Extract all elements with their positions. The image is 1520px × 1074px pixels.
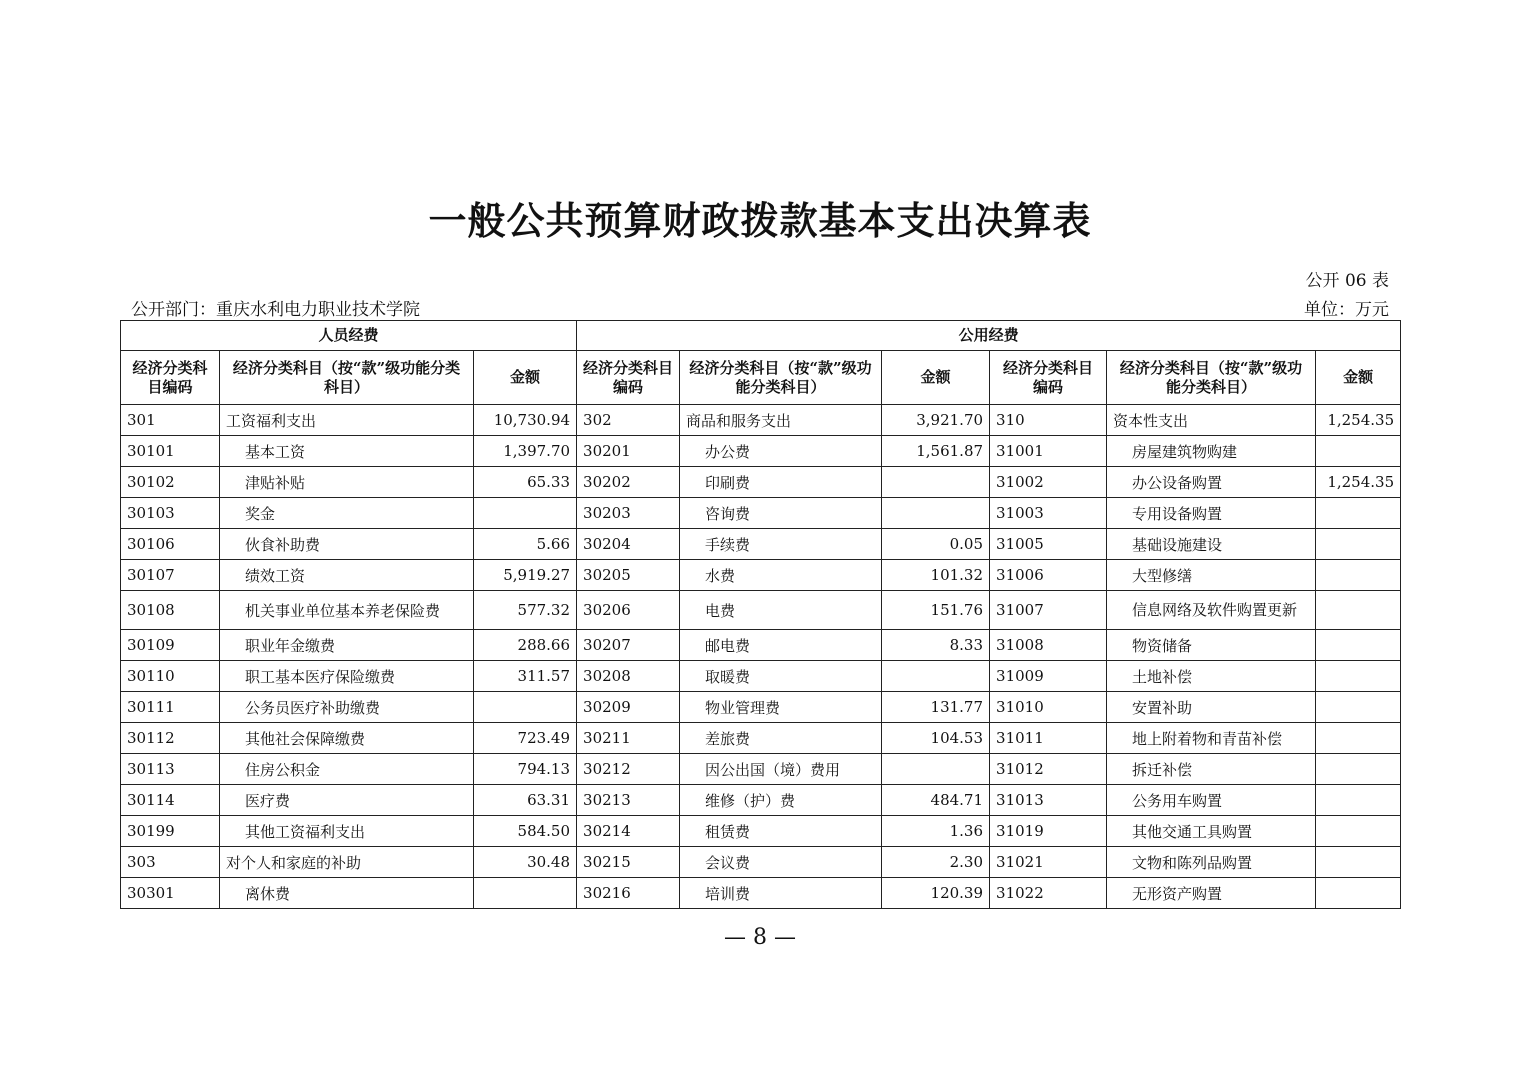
code-cell: 30216 [577,878,680,909]
table-row [121,436,1401,467]
table-row [121,692,1401,723]
code-cell: 31011 [990,723,1107,754]
name-cell: 土地补偿 [1107,661,1316,692]
code-cell: 30209 [577,692,680,723]
column-header-code: 经济分类科目编码 [577,351,680,405]
code-cell: 30213 [577,785,680,816]
name-cell: 其他交通工具购置 [1107,816,1316,847]
code-cell: 30203 [577,498,680,529]
code-cell: 30114 [121,785,220,816]
amount-cell [474,498,577,529]
table-row [121,630,1401,661]
table-id: 公开 06 表 [1305,271,1389,291]
department-label: 公开部门：重庆水利电力职业技术学院 [131,300,420,320]
amount-cell: 5.66 [474,529,577,560]
amount-cell [474,692,577,723]
amount-cell: 131.77 [882,692,990,723]
name-cell: 基础设施建设 [1107,529,1316,560]
code-cell: 30108 [121,591,220,630]
table-row [121,754,1401,785]
name-cell: 奖金 [220,498,474,529]
table-row [121,529,1401,560]
amount-cell: 288.66 [474,630,577,661]
code-cell: 30301 [121,878,220,909]
code-cell: 30102 [121,467,220,498]
amount-cell: 3,921.70 [882,405,990,436]
page-number: — 8 — [724,925,796,950]
code-cell: 31006 [990,560,1107,591]
name-cell: 绩效工资 [220,560,474,591]
column-header-amount: 金额 [882,351,990,405]
unit-label: 单位：万元 [1304,300,1389,320]
amount-cell: 8.33 [882,630,990,661]
code-cell: 30214 [577,816,680,847]
amount-cell: 577.32 [474,591,577,630]
name-cell: 商品和服务支出 [680,405,882,436]
page-title: 一般公共预算财政拨款基本支出决算表 [428,198,1092,243]
name-cell: 职工基本医疗保险缴费 [220,661,474,692]
amount-cell [1316,878,1401,909]
name-cell: 机关事业单位基本养老保险费 [220,591,474,630]
amount-cell [1316,436,1401,467]
name-cell: 津贴补贴 [220,467,474,498]
amount-cell: 5,919.27 [474,560,577,591]
table-row [121,591,1401,630]
name-cell: 会议费 [680,847,882,878]
amount-cell: 1,254.35 [1316,467,1401,498]
name-cell: 咨询费 [680,498,882,529]
name-cell: 对个人和家庭的补助 [220,847,474,878]
code-cell: 31022 [990,878,1107,909]
code-cell: 301 [121,405,220,436]
name-cell: 因公出国（境）费用 [680,754,882,785]
amount-cell: 2.30 [882,847,990,878]
amount-cell [882,661,990,692]
name-cell: 公务员医疗补助缴费 [220,692,474,723]
amount-cell: 120.39 [882,878,990,909]
name-cell: 基本工资 [220,436,474,467]
amount-cell: 65.33 [474,467,577,498]
amount-cell: 1,397.70 [474,436,577,467]
amount-cell [1316,591,1401,630]
code-cell: 30106 [121,529,220,560]
code-cell: 30212 [577,754,680,785]
name-cell: 伙食补助费 [220,529,474,560]
name-cell: 水费 [680,560,882,591]
name-cell: 地上附着物和青苗补偿 [1107,723,1316,754]
expenditure-table [120,320,1401,909]
amount-cell [882,467,990,498]
amount-cell: 151.76 [882,591,990,630]
code-cell: 30215 [577,847,680,878]
name-cell: 职业年金缴费 [220,630,474,661]
amount-cell [882,498,990,529]
name-cell: 维修（护）费 [680,785,882,816]
code-cell: 30111 [121,692,220,723]
name-cell: 培训费 [680,878,882,909]
amount-cell [1316,529,1401,560]
amount-cell [1316,847,1401,878]
code-cell: 31003 [990,498,1107,529]
name-cell: 大型修缮 [1107,560,1316,591]
name-cell: 其他工资福利支出 [220,816,474,847]
code-cell: 31019 [990,816,1107,847]
code-cell: 31002 [990,467,1107,498]
code-cell: 30201 [577,436,680,467]
name-cell: 物资储备 [1107,630,1316,661]
column-header-name: 经济分类科目（按“款”级功能分类科目） [1107,351,1316,405]
amount-cell: 1,561.87 [882,436,990,467]
code-cell: 310 [990,405,1107,436]
name-cell: 离休费 [220,878,474,909]
amount-cell: 584.50 [474,816,577,847]
code-cell: 31012 [990,754,1107,785]
table-row [121,785,1401,816]
column-header-name: 经济分类科目（按“款”级功能分类科目） [220,351,474,405]
name-cell: 安置补助 [1107,692,1316,723]
table-row [121,847,1401,878]
name-cell: 信息网络及软件购置更新 [1107,591,1316,630]
code-cell: 31021 [990,847,1107,878]
amount-cell [1316,723,1401,754]
amount-cell [1316,785,1401,816]
code-cell: 31013 [990,785,1107,816]
amount-cell: 0.05 [882,529,990,560]
table-row [121,498,1401,529]
name-cell: 办公费 [680,436,882,467]
group-header-personnel: 人员经费 [121,321,577,351]
code-cell: 30103 [121,498,220,529]
amount-cell [882,754,990,785]
table-row [121,661,1401,692]
code-cell: 30204 [577,529,680,560]
name-cell: 物业管理费 [680,692,882,723]
column-header-amount: 金额 [1316,351,1401,405]
code-cell: 31008 [990,630,1107,661]
name-cell: 工资福利支出 [220,405,474,436]
amount-cell: 1.36 [882,816,990,847]
name-cell: 房屋建筑物购建 [1107,436,1316,467]
code-cell: 302 [577,405,680,436]
amount-cell: 101.32 [882,560,990,591]
code-cell: 30207 [577,630,680,661]
column-header-code: 经济分类科目编码 [121,351,220,405]
amount-cell [1316,692,1401,723]
name-cell: 租赁费 [680,816,882,847]
amount-cell: 30.48 [474,847,577,878]
code-cell: 30110 [121,661,220,692]
code-cell: 30202 [577,467,680,498]
column-header-name: 经济分类科目（按“款”级功能分类科目） [680,351,882,405]
name-cell: 拆迁补偿 [1107,754,1316,785]
name-cell: 差旅费 [680,723,882,754]
name-cell: 手续费 [680,529,882,560]
code-cell: 30101 [121,436,220,467]
amount-cell: 311.57 [474,661,577,692]
name-cell: 取暖费 [680,661,882,692]
name-cell: 电费 [680,591,882,630]
code-cell: 30113 [121,754,220,785]
table-row [121,723,1401,754]
name-cell: 邮电费 [680,630,882,661]
amount-cell: 1,254.35 [1316,405,1401,436]
code-cell: 30199 [121,816,220,847]
code-cell: 30205 [577,560,680,591]
amount-cell [1316,816,1401,847]
code-cell: 30211 [577,723,680,754]
name-cell: 公务用车购置 [1107,785,1316,816]
code-cell: 31007 [990,591,1107,630]
name-cell: 资本性支出 [1107,405,1316,436]
amount-cell: 484.71 [882,785,990,816]
code-cell: 30112 [121,723,220,754]
amount-cell [1316,754,1401,785]
amount-cell [1316,560,1401,591]
column-header-amount: 金额 [474,351,577,405]
table-row [121,405,1401,436]
table-row [121,467,1401,498]
code-cell: 31009 [990,661,1107,692]
amount-cell [1316,661,1401,692]
code-cell: 30208 [577,661,680,692]
name-cell: 文物和陈列品购置 [1107,847,1316,878]
code-cell: 30206 [577,591,680,630]
code-cell: 30109 [121,630,220,661]
name-cell: 印刷费 [680,467,882,498]
amount-cell [1316,630,1401,661]
table-row [121,878,1401,909]
name-cell: 住房公积金 [220,754,474,785]
table-row [121,816,1401,847]
amount-cell: 10,730.94 [474,405,577,436]
amount-cell: 63.31 [474,785,577,816]
amount-cell: 723.49 [474,723,577,754]
code-cell: 31010 [990,692,1107,723]
amount-cell [1316,498,1401,529]
amount-cell [474,878,577,909]
table-body [121,405,1401,909]
code-cell: 30107 [121,560,220,591]
name-cell: 专用设备购置 [1107,498,1316,529]
name-cell: 无形资产购置 [1107,878,1316,909]
code-cell: 31001 [990,436,1107,467]
code-cell: 303 [121,847,220,878]
column-header-code: 经济分类科目编码 [990,351,1107,405]
name-cell: 办公设备购置 [1107,467,1316,498]
table-row [121,560,1401,591]
amount-cell: 794.13 [474,754,577,785]
code-cell: 31005 [990,529,1107,560]
group-header-public: 公用经费 [577,321,1401,351]
name-cell: 其他社会保障缴费 [220,723,474,754]
name-cell: 医疗费 [220,785,474,816]
amount-cell: 104.53 [882,723,990,754]
